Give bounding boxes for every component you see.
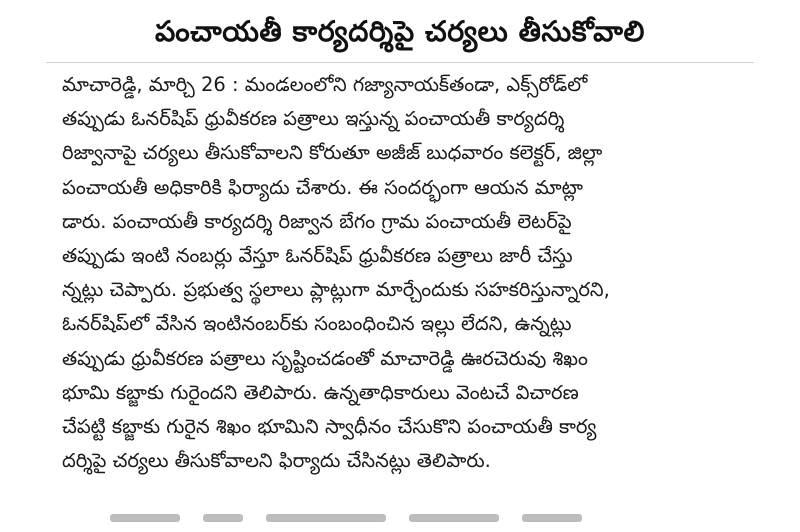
article-line-4: పంచాయతీ అధికారికి ఫిర్యాదు చేశారు. ఈ సందర్భంగా ఆయన మాట్లా <box>62 175 583 199</box>
article-body <box>62 68 752 478</box>
article-line-5: డారు. పంచాయతీ కార్యదర్శి రిజ్వాన బేగం గ్రామ పంచాయతీ లెటర్‌పై <box>62 209 572 233</box>
article-line-7: న్నట్లు చెప్పారు. ప్రభుత్వ స్థలాలు ప్లాట్లుగా మార్చేందుకు సహకరిస్తున్నారని, <box>62 278 610 302</box>
cropped-text-fragment <box>266 514 386 522</box>
cropped-text-fragment <box>110 514 180 522</box>
article-line-10: భూమి కబ్జాకు గురైందని తెలిపారు. ఉన్నతాధికారులు వెంటచే విచారణ <box>62 380 579 404</box>
article-line-3: రిజ్వానాపై చర్యలు తీసుకోవాలని కోరుతూ అజీజ్ బుధవారం కలెక్టర్, జిల్లా <box>62 141 603 165</box>
cropped-next-line <box>110 514 670 532</box>
headline-divider <box>46 62 754 63</box>
article-line-2: తప్పుడు ఓనర్‌షిప్ ధ్రువీకరణ పత్రాలు ఇస్తున్న పంచాయతీ కార్యదర్శి <box>62 107 565 131</box>
article-line-1: మాచారెడ్డి, మార్చి 26 : మండలంలోని గజ్యానాయక్‌తండా, ఎక్స్‌రోడ్‌లో <box>62 73 588 96</box>
cropped-text-fragment <box>203 514 243 522</box>
article-line-11: చేపట్టి కబ్జాకు గురైన శిఖం భూమిని స్వాధీనం చేసుకొని పంచాయతీ కార్య <box>62 414 597 438</box>
cropped-text-fragment <box>409 514 499 522</box>
headline: పంచాయతీ కార్యదర్శిపై చర్యలు తీసుకోవాలి <box>155 15 645 48</box>
article-line-9: తప్పుడు ధ్రువీకరణ పత్రాలు సృష్టించడంతో మాచారెడ్డి ఊరచెరువు శిఖం <box>62 346 588 370</box>
cropped-text-fragment <box>522 514 582 522</box>
article-line-12: దర్శిపై చర్యలు తీసుకోవాలని ఫిర్యాదు చేసినట్లు తెలిపారు. <box>62 449 491 473</box>
article-line-8: ఓనర్‌షిప్‌లో వేసిన ఇంటినంబర్‌కు సంబంధించిన ఇల్లు లేదని, ఉన్నట్లు <box>62 312 572 336</box>
article-line-6: తప్పుడు ఇంటి నంబర్లు వేస్తూ ఓనర్‌షిప్ ధ్రువీకరణ పత్రాలు జారీ చేస్తు <box>62 243 573 267</box>
